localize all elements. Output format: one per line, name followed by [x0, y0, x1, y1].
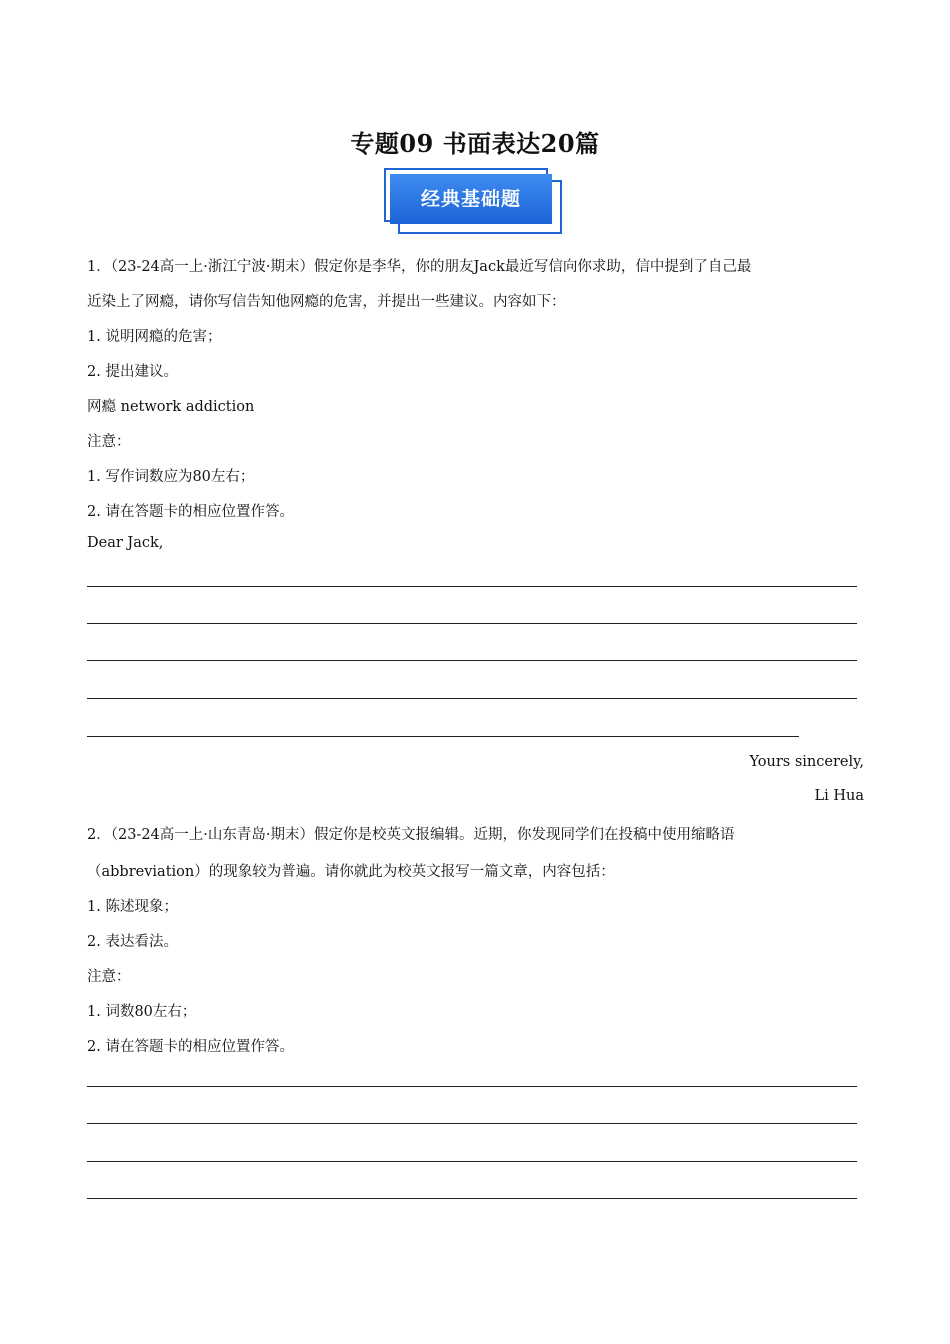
q1-closing: Yours sincerely, — [749, 754, 864, 770]
q1-answer-line-4[interactable] — [87, 698, 857, 699]
q2-answer-line-2[interactable] — [87, 1123, 857, 1124]
section-badge — [384, 168, 560, 232]
q2-item-2: 2. 表达看法。 — [87, 934, 178, 950]
q1-answer-line-1[interactable] — [87, 586, 857, 587]
q1-note-label: 注意： — [87, 434, 131, 450]
q2-note-2: 2. 请在答题卡的相应位置作答。 — [87, 1039, 294, 1055]
q1-greeting: Dear Jack, — [87, 535, 164, 551]
q1-note-2: 2. 请在答题卡的相应位置作答。 — [87, 504, 294, 520]
q1-item-2: 2. 提出建议。 — [87, 364, 178, 380]
badge-label: 经典基础题 — [390, 174, 552, 224]
q2-note-1: 1. 词数80左右； — [87, 1004, 197, 1020]
q1-item-1: 1. 说明网瘾的危害； — [87, 329, 222, 345]
q1-prompt-line-2: 近染上了网瘾，请你写信告知他网瘾的危害，并提出一些建议。内容如下： — [87, 294, 566, 310]
q2-answer-line-4[interactable] — [87, 1198, 857, 1199]
q2-answer-line-3[interactable] — [87, 1161, 857, 1162]
q1-answer-line-3[interactable] — [87, 660, 857, 661]
q1-vocab: 网瘾 network addiction — [87, 399, 255, 415]
q1-answer-line-5[interactable] — [87, 736, 799, 737]
page-title: 专题09 书面表达20篇 — [350, 129, 600, 158]
q2-prompt-line-1: 2．（23-24高一上·山东青岛·期末）假定你是校英文报编辑。近期，你发现同学们在投稿中使用缩略语 — [87, 827, 735, 843]
q2-prompt-line-2: （abbreviation）的现象较为普遍。请你就此为校英文报写一篇文章，内容包括： — [87, 864, 615, 880]
q2-item-1: 1. 陈述现象； — [87, 899, 178, 915]
q1-answer-line-2[interactable] — [87, 623, 857, 624]
q2-note-label: 注意： — [87, 969, 131, 985]
q1-signature: Li Hua — [814, 788, 864, 804]
q2-answer-line-1[interactable] — [87, 1086, 857, 1087]
q1-note-1: 1. 写作词数应为80左右； — [87, 469, 255, 485]
q1-prompt-line-1: 1．（23-24高一上·浙江宁波·期末）假定你是李华，你的朋友Jack最近写信向你求助，信中提到了自己最 — [87, 259, 752, 275]
